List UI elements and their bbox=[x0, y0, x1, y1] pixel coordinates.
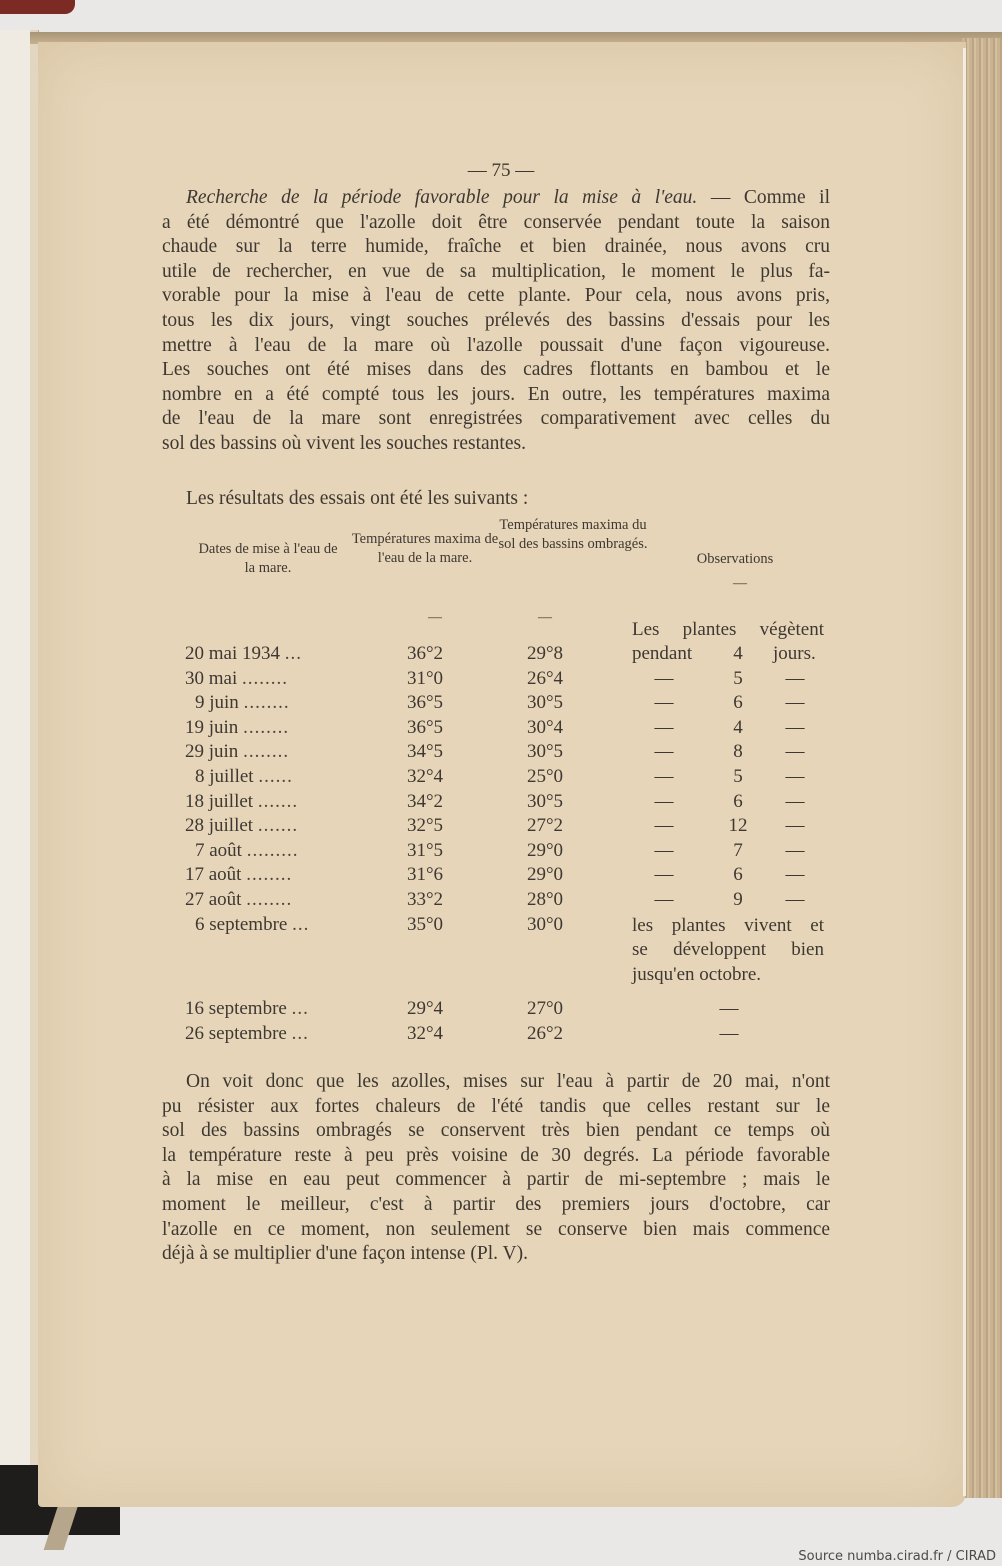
soil-temp-cell: 29°0 bbox=[526, 839, 564, 861]
ditto-mark: — bbox=[654, 839, 674, 861]
dot-leader: ......... bbox=[246, 839, 299, 861]
ditto-mark: — bbox=[654, 692, 674, 714]
dot-leader: ........ bbox=[246, 864, 293, 886]
paragraph-results-intro: Les résultats des essais ont été les suivants : bbox=[186, 488, 529, 509]
ditto-mark: — bbox=[785, 815, 805, 837]
observation-days: 6 bbox=[733, 692, 743, 714]
dot-leader: ........ bbox=[246, 889, 293, 910]
water-temp-cell: 34°2 bbox=[406, 790, 444, 812]
ditto-mark: — bbox=[785, 741, 805, 763]
soil-temp-cell: 30°5 bbox=[526, 692, 564, 714]
soil-temp-cell: 26°4 bbox=[526, 667, 564, 689]
text-line: déjà à se multiplier d'une façon intense (Pl. V). bbox=[162, 1243, 528, 1265]
text-line: moment le meilleur, c'est à partir des premiers jours d'octobre, car bbox=[162, 1193, 830, 1215]
observation-days: 9 bbox=[733, 889, 743, 910]
ditto-mark: — bbox=[654, 864, 674, 886]
soil-temp-cell: 27°2 bbox=[526, 815, 564, 837]
page-edge-highlight bbox=[963, 48, 966, 1496]
water-temp-cell: 32°4 bbox=[406, 1023, 444, 1045]
soil-temp-cell: 25°0 bbox=[526, 766, 564, 787]
date-cell bbox=[185, 741, 360, 763]
column-header-water-temp: Températures maxima de l'eau de la mare. bbox=[351, 531, 499, 566]
observation-line: les plantes vivent et bbox=[632, 914, 824, 936]
soil-temp-cell: 29°8 bbox=[526, 643, 564, 664]
ditto-mark: — bbox=[785, 692, 805, 714]
date-text: 30 mai bbox=[185, 667, 238, 689]
water-temp-cell: 32°4 bbox=[406, 766, 444, 787]
observation-days: 5 bbox=[733, 766, 743, 787]
date-text: 8 juillet bbox=[195, 766, 254, 787]
soil-temp-cell: 30°4 bbox=[526, 716, 564, 738]
dot-leader: ...... bbox=[258, 766, 293, 787]
water-temp-cell: 31°5 bbox=[406, 839, 444, 861]
text-line: mettre à l'eau de la mare où l'azolle poussait d'une façon vigoureuse. bbox=[162, 334, 830, 356]
text-line: de l'eau de la mare sont enregistrées comparativement avec celles du bbox=[162, 408, 830, 430]
table-row bbox=[185, 668, 835, 693]
table-row bbox=[185, 692, 835, 717]
observation-dash: — bbox=[719, 998, 739, 1020]
dot-leader: ........ bbox=[243, 716, 290, 738]
table-row bbox=[185, 1023, 835, 1048]
date-text: 16 septembre bbox=[185, 998, 287, 1020]
soil-temp-cell: 29°0 bbox=[526, 864, 564, 886]
water-temp-cell: 32°5 bbox=[406, 815, 444, 837]
observation-text bbox=[632, 914, 824, 988]
source-credit: Source numba.cirad.fr / CIRAD bbox=[798, 1549, 996, 1564]
ditto-mark: — bbox=[654, 766, 674, 787]
soil-temp-cell: 27°0 bbox=[526, 998, 564, 1020]
ditto-mark: — bbox=[785, 790, 805, 812]
text-line: nombre en a été compté tous les jours. En outre, les températures maxima bbox=[162, 383, 830, 405]
date-cell bbox=[185, 692, 370, 714]
date-text: 17 août bbox=[185, 864, 242, 886]
water-temp-cell: 36°2 bbox=[406, 643, 444, 664]
text-line: utile de rechercher, en vue de sa multiplication, le moment le plus fa- bbox=[162, 260, 830, 282]
observation-days: 4 bbox=[733, 716, 743, 738]
water-temp-cell: 29°4 bbox=[406, 998, 444, 1020]
observation-intro: Les plantes végètent bbox=[632, 619, 824, 640]
ditto-mark: — bbox=[785, 766, 805, 787]
ditto-mark: — bbox=[654, 716, 674, 738]
text-line: l'azolle en ce moment, non seulement se conserve bien mais commence bbox=[162, 1218, 830, 1240]
table-row bbox=[185, 766, 835, 791]
text-line: vorable pour la mise à l'eau de cette plante. Pour cela, nous avons pris, bbox=[162, 285, 830, 307]
dot-leader: ... bbox=[291, 998, 309, 1020]
water-temp-cell: 35°0 bbox=[406, 913, 444, 935]
dot-leader: ... bbox=[291, 1023, 309, 1045]
observation-days: 4 bbox=[733, 643, 743, 664]
dot-leader: ... bbox=[284, 643, 302, 664]
book-cover-corner bbox=[0, 0, 75, 14]
date-cell bbox=[185, 643, 360, 665]
text-line: sol des bassins ombragés se conservent très bien pendant ce temps où bbox=[162, 1120, 830, 1142]
ditto-mark: — bbox=[654, 741, 674, 763]
ditto-mark: — bbox=[785, 839, 805, 861]
section-heading: Recherche de la période favorable pour la mise à l'eau. bbox=[186, 187, 698, 208]
date-text: 20 mai 1934 bbox=[185, 643, 280, 664]
observation-days: 5 bbox=[733, 667, 743, 689]
observation-pendant: pendant bbox=[632, 643, 693, 664]
soil-temp-cell: 30°5 bbox=[526, 741, 564, 763]
date-text: 19 juin bbox=[185, 716, 239, 738]
table-row bbox=[185, 815, 835, 840]
header-dash: — bbox=[538, 610, 552, 625]
ditto-mark: — bbox=[785, 889, 805, 910]
dot-leader: ........ bbox=[243, 741, 290, 763]
date-cell bbox=[185, 889, 360, 911]
column-header-observations: Observations bbox=[696, 551, 774, 567]
table-row bbox=[185, 643, 835, 668]
table-row bbox=[185, 717, 835, 742]
observation-line: se développent bien bbox=[632, 939, 824, 961]
observation-intro-row bbox=[185, 618, 835, 643]
date-text: 6 septembre bbox=[195, 913, 288, 935]
ditto-mark: — bbox=[785, 716, 805, 738]
dot-leader: ........ bbox=[242, 667, 288, 689]
text-line: On voit donc que les azolles, mises sur l'eau à partir de 20 mai, n'ont bbox=[186, 1071, 830, 1092]
text-line: chaude sur la terre humide, fraîche et bien drainée, nous avons cru bbox=[162, 236, 830, 258]
water-temp-cell: 31°6 bbox=[406, 864, 444, 886]
date-cell bbox=[185, 791, 360, 813]
ditto-mark: — bbox=[654, 790, 674, 812]
soil-temp-cell: 30°0 bbox=[526, 913, 564, 935]
table-row bbox=[185, 840, 835, 865]
date-cell bbox=[185, 717, 360, 739]
dot-leader: ... bbox=[292, 913, 310, 935]
water-temp-cell: 33°2 bbox=[406, 889, 444, 910]
date-cell bbox=[185, 1023, 360, 1045]
table-row bbox=[185, 741, 835, 766]
text-line: Les souches ont été mises dans des cadres flottants en bambou et le bbox=[162, 359, 830, 381]
date-text: 26 septembre bbox=[185, 1023, 287, 1045]
observation-jours: jours. bbox=[773, 643, 816, 664]
paragraph-conclusion bbox=[162, 1070, 830, 1267]
table-row bbox=[185, 889, 835, 914]
header-dash: — bbox=[428, 610, 442, 625]
column-header-dates: Dates de mise à l'eau de la mare. bbox=[198, 541, 338, 576]
date-cell bbox=[185, 668, 360, 690]
text-line: pu résister aux fortes chaleurs de l'été tandis que celles restant sur le bbox=[162, 1095, 830, 1117]
soil-temp-cell: 26°2 bbox=[526, 1023, 564, 1045]
water-temp-cell: 36°5 bbox=[406, 692, 444, 714]
date-text: 27 août bbox=[185, 889, 242, 910]
water-temp-cell: 36°5 bbox=[406, 716, 444, 738]
table-row bbox=[185, 791, 835, 816]
dot-leader: ....... bbox=[257, 815, 299, 837]
date-cell bbox=[185, 998, 360, 1020]
column-header-soil-temp: Températures maxima du sol des bassins ombragés. bbox=[498, 517, 648, 552]
observation-days: 12 bbox=[728, 815, 748, 837]
ditto-mark: — bbox=[654, 889, 674, 910]
text-line: la température reste à peu près voisine de 30 degrés. La période favorable bbox=[162, 1144, 830, 1166]
water-temp-cell: 31°0 bbox=[406, 667, 444, 689]
observation-days: 8 bbox=[733, 741, 743, 763]
date-cell bbox=[185, 766, 370, 788]
table-header bbox=[180, 516, 840, 626]
dot-leader: ........ bbox=[243, 692, 290, 714]
date-cell bbox=[185, 815, 360, 837]
ditto-mark: — bbox=[654, 815, 674, 837]
ditto-mark: — bbox=[654, 667, 674, 689]
text-line: à la mise en eau peut commencer à partir de mi-septembre ; mais le bbox=[162, 1169, 830, 1191]
text-line: Recherche de la période favorable pour la mise à l'eau. — Comme il bbox=[186, 187, 830, 208]
observation-days: 7 bbox=[733, 839, 743, 861]
water-temp-cell: 34°5 bbox=[406, 741, 444, 763]
table-row bbox=[185, 913, 835, 985]
date-text: 7 août bbox=[195, 839, 242, 861]
soil-temp-cell: 28°0 bbox=[526, 889, 564, 910]
soil-temp-cell: 30°5 bbox=[526, 790, 564, 812]
text-line: a été démontré que l'azolle doit être conservée pendant toute la saison bbox=[162, 211, 830, 233]
paragraph-intro bbox=[162, 186, 830, 457]
observation-line: jusqu'en octobre. bbox=[632, 963, 762, 985]
ditto-mark: — bbox=[785, 667, 805, 689]
text-line: tous les dix jours, vingt souches prélevés des bassins d'essais pour les bbox=[162, 309, 830, 331]
observation-days: 6 bbox=[733, 790, 743, 812]
observation-days: 6 bbox=[733, 864, 743, 886]
header-dash: — bbox=[733, 576, 747, 591]
date-text: 28 juillet bbox=[185, 815, 254, 837]
page-stack-edge bbox=[962, 38, 1002, 1498]
dot-leader: ....... bbox=[257, 790, 299, 812]
date-text: 9 juin bbox=[195, 692, 239, 714]
ditto-mark: — bbox=[785, 864, 805, 886]
page-number: — 75 — bbox=[467, 160, 535, 181]
table-row bbox=[185, 864, 835, 889]
date-text: 29 juin bbox=[185, 741, 239, 763]
table-row bbox=[185, 998, 835, 1023]
observation-dash: — bbox=[719, 1023, 739, 1045]
date-cell bbox=[185, 864, 360, 886]
date-cell bbox=[185, 914, 370, 936]
text-line: sol des bassins où vivent les souches restantes. bbox=[162, 432, 526, 454]
date-cell bbox=[185, 840, 370, 862]
date-text: 18 juillet bbox=[185, 790, 254, 812]
